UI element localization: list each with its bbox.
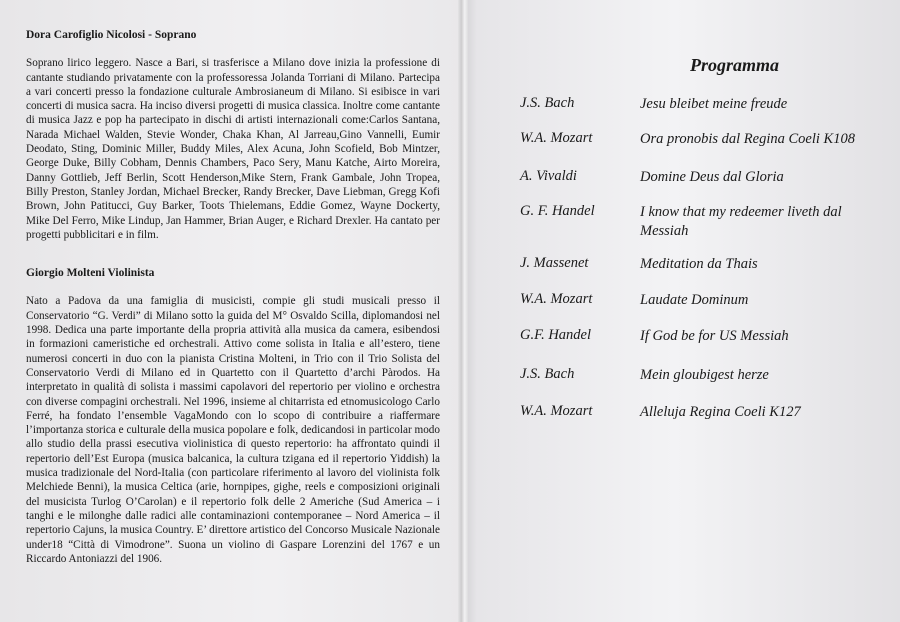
program-composer: A. Vivaldi	[520, 168, 577, 184]
program-composer: G. F. Handel	[520, 203, 595, 219]
program-piece: Laudate Dominum	[640, 292, 749, 308]
program-composer: J.S. Bach	[520, 95, 575, 111]
program-composer: W.A. Mozart	[520, 403, 593, 419]
bio-text-violinist: Nato a Padova da una famiglia di musicisti, compie gli studi musicali presso il Conservatorio “G. Verdi” di Milano sotto la guida del M° Osvaldo Scilla, diplomandosi nel 1998. Dedica una parte importante della propria attività alla musica da camera, esibendosi in formazioni cameristiche ed orchestrali. Attivo come solista in Italia e all’estero, tiene numerosi concerti in duo con la pianista Cristina Molteni, in Trio con il Trio Solista del Conservatorio Verdi di Milano ed in Quartetto con il Quartetto d’archi Pàrodos. Ha interpretato in qualità di solista i massimi capolavori del repertorio per violino e orchestra con diverse compagini orchestrali. Nel 1996, insieme al chitarrista ed etnomusicologo Carlo Ferré, ha fondato l’ensemble VagaMondo con lo scopo di contribuire a riaffermare l’importanza storica e culturale della musica popolare e folk, dedicandosi in particolar modo allo studio della prassi esecutiva violinistica di questo repertorio: ha affrontato quindi il repertorio dell’Est Europa (musica balcanica, la cultura tzigana ed il repertorio Yiddish) la musica tradizionale del Nord-Italia (con particolare riferimento al lavoro del violinista folk Melchiede Benni), la musica Celtica (arie, hornpipes, gighe, reels e composizioni originali del musicista Turlog O’Carolan) e il repertorio folk delle 2 Americhe (Sud America – i tanghi e le milonghe dalle radici alle contaminazioni contemporanee – Nord America – il repertorio Cajuns, la musica Country. E’ direttore artistico del Concorso Musicale Nazionale under18 “Città di Vimodrone”. Suona un violino di Gaspare Lorenzini del 1767 e un Riccardo Antoniazzi del 1906.	[26, 295, 440, 565]
bio-title-soprano: Dora Carofiglio Nicolosi - Soprano	[26, 29, 197, 41]
bio-title-violinist: Giorgio Molteni Violinista	[26, 267, 155, 280]
program-piece: Jesu bleibet meine freude	[640, 96, 788, 112]
program-piece: If God be for US Messiah	[640, 328, 789, 344]
program-composer: G.F. Handel	[520, 327, 592, 343]
program-composer: J. Massenet	[520, 255, 589, 271]
program-composer: W.A. Mozart	[520, 130, 593, 146]
program-piece: Domine Deus dal Gloria	[640, 169, 784, 185]
programma-title: Programma	[690, 55, 780, 75]
bio-text-soprano: Soprano lirico leggero. Nasce a Bari, si trasferisce a Milano dove inizia la professione di cantante studiando privatamente con la professoressa Jolanda Torriani di Milano. Partecipa a vari concerti presso la fondazione culturale Ambrosianeum di Milano. Si esibisce in vari concerti di musica sacra. Ha inciso diversi progetti di musica classica. Inoltre come cantante di musica Jazz e pop ha partecipato in dischi di artisti internazionali come:Carlos Santana, Narada Michael Walden, Stevie Wonder, Chaka Khan, Al Jarreau,Gino Vannelli, Eumir Deodato, Sting, Dominic Miller, Buddy Miles, Alex Acuna, John Scofield, Bob Mintzer, George Duke, Billy Cobham, Dennis Chambers, Paco Sery, Manu Katche, Airto Moreira, Danny Gottlieb, Jeff Berlin, Scott Henderson,Mike Stern, Frank Gambale, John Tropea, Billy Preston, Stanley Jordan, Michael Brecker, Randy Brecker, Dave Liebman, Gregg Kofi Brown, John Patitucci, Guy Barker, Toots Thielemans, Eddie Gomez, Wayne Dockerty, Mike Del Ferro, Mike Lindup, Jan Hammer, Brian Auger, e Richard Drexler. Ha cantato per progetti pubblicitari e in film.	[26, 57, 440, 241]
program-piece: Ora pronobis dal Regina Coeli K108	[640, 131, 855, 147]
program-piece: Mein gloubigest herze	[640, 367, 769, 383]
program-composer: J.S. Bach	[520, 366, 575, 382]
program-piece: Meditation da Thais	[640, 256, 758, 272]
page-fold	[458, 0, 468, 622]
program-piece: I know that my redeemer liveth dal Messiah	[640, 204, 842, 239]
program-piece: Alleluja Regina Coeli K127	[640, 404, 801, 420]
biographies-page	[22, 28, 440, 566]
program-composer: W.A. Mozart	[520, 291, 593, 307]
